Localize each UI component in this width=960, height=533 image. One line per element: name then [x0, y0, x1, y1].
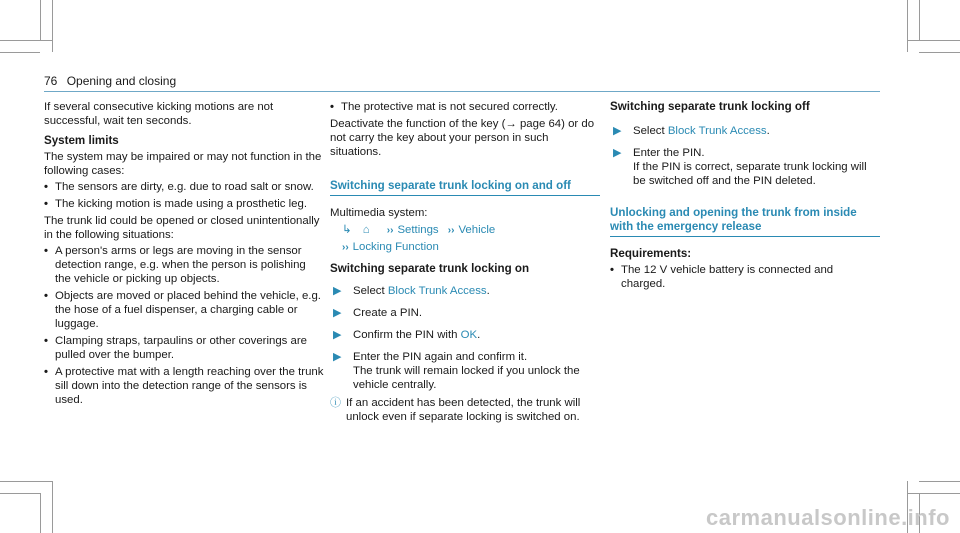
home-icon[interactable]: ⌂ [362, 224, 370, 236]
crop-mark [40, 0, 41, 40]
intro-paragraph: If several consecutive kicking motions are not successful, wait ten seconds. [44, 101, 274, 127]
step: ▶ Create a PIN. [330, 306, 600, 320]
block-trunk-access-link[interactable]: Block Trunk Access [387, 285, 487, 297]
column-2 [330, 100, 600, 424]
list-item: • The kicking motion is made using a prosthetic leg. [44, 197, 324, 211]
crop-mark [907, 0, 908, 52]
situations-text: The trunk lid could be opened or closed unintentionally in the following situations: [44, 215, 320, 241]
info-icon: ⓘ [330, 397, 341, 409]
crop-mark [40, 493, 41, 533]
crop-mark [52, 0, 53, 52]
heading-rule [610, 236, 880, 237]
section-heading: Switching separate trunk locking on and off [330, 179, 571, 192]
multimedia-label: Multimedia system: [330, 207, 428, 219]
header-rule [44, 91, 880, 92]
requirements-heading: Requirements: [610, 247, 692, 260]
crop-mark [919, 0, 920, 40]
limits-text: The system may be impaired or may not function in the following cases: [44, 151, 322, 177]
step: ▶ Enter the PIN again and confirm it. The trunk will remain locked if you unlock the vehicle centrally. [330, 350, 600, 392]
step-arrow-icon: ▶ [333, 351, 342, 363]
block-trunk-access-link[interactable]: Block Trunk Access [667, 125, 767, 137]
list-item: • A protective mat with a length reaching over the trunk sill down into the detection range of the sensors is used. [44, 365, 324, 407]
step: ▶ Select Block Trunk Access. [330, 284, 600, 298]
crop-mark [919, 481, 960, 482]
step: ▶ Confirm the PIN with OK. [330, 328, 600, 342]
limits-list [44, 180, 324, 211]
crop-mark [919, 52, 960, 53]
step-arrow-icon: ▶ [333, 329, 342, 341]
list-item: • Objects are moved or placed behind the vehicle, e.g. the hose of a fuel dispenser, a charging cable or luggage. [44, 289, 324, 331]
chevron-icon: ›› [386, 225, 394, 236]
step-arrow-icon: ▶ [333, 307, 342, 319]
step-result: If the PIN is correct, separate trunk locking will be switched off and the PIN deleted. [633, 161, 867, 187]
emergency-heading: Unlocking and opening the trunk from inside with the emergency release [610, 206, 857, 233]
off-heading: Switching separate trunk locking off [610, 100, 810, 113]
step-arrow-icon: ▶ [333, 285, 342, 297]
crop-mark [0, 40, 52, 41]
list-item: • The sensors are dirty, e.g. due to road salt or snow. [44, 180, 324, 194]
note [330, 396, 600, 424]
mat-list [330, 100, 600, 114]
step-arrow-icon: ▶ [613, 147, 622, 159]
step: ▶ Enter the PIN. If the PIN is correct, separate trunk locking will be switched off and the PIN deleted. [610, 146, 880, 188]
heading-rule [330, 195, 600, 196]
crop-mark [907, 493, 960, 494]
list-item: • Clamping straps, tarpaulins or other coverings are pulled over the bumper. [44, 334, 324, 362]
section-title: Opening and closing [66, 74, 177, 88]
crop-mark [907, 40, 960, 41]
list-item: • The protective mat is not secured correctly. [330, 100, 600, 114]
step-result: The trunk will remain locked if you unlock the vehicle centrally. [353, 365, 580, 391]
path-vehicle[interactable]: Vehicle [458, 224, 496, 236]
chevron-icon: ›› [342, 242, 349, 253]
requirements-list [610, 263, 880, 291]
path-settings[interactable]: Settings [397, 224, 439, 236]
on-heading: Switching separate trunk locking on [330, 262, 530, 275]
crop-mark [52, 481, 53, 533]
crop-mark [0, 52, 40, 53]
column-1 [44, 100, 324, 410]
note-text: If an accident has been detected, the trunk will unlock even if separate locking is switched on. [346, 397, 581, 423]
page-header [44, 74, 176, 88]
watermark: carmanualsonline.info [706, 505, 950, 530]
menu-path [330, 222, 600, 256]
step-arrow-icon: ▶ [613, 125, 622, 137]
system-limits-heading: System limits [44, 134, 119, 147]
path-locking-function[interactable]: Locking Function [352, 241, 439, 253]
crop-mark [0, 481, 52, 482]
step: ▶ Select Block Trunk Access. [610, 124, 880, 138]
page-number: 76 [44, 74, 58, 88]
ok-link[interactable]: OK [460, 329, 478, 341]
situations-list [44, 244, 324, 407]
list-item: • The 12 V vehicle battery is connected and charged. [610, 263, 880, 291]
crop-mark [0, 493, 40, 494]
path-arrow-icon: ↳ [342, 224, 352, 236]
list-item: • A person's arms or legs are moving in the sensor detection range, e.g. when the person is polishing the vehicle or picking up objects. [44, 244, 324, 286]
chevron-icon: ›› [447, 225, 455, 236]
column-3 [610, 100, 880, 294]
deactivate-paragraph: Deactivate the function of the key (→ page 64) or do not carry the key about your person in such situations. [330, 118, 595, 158]
